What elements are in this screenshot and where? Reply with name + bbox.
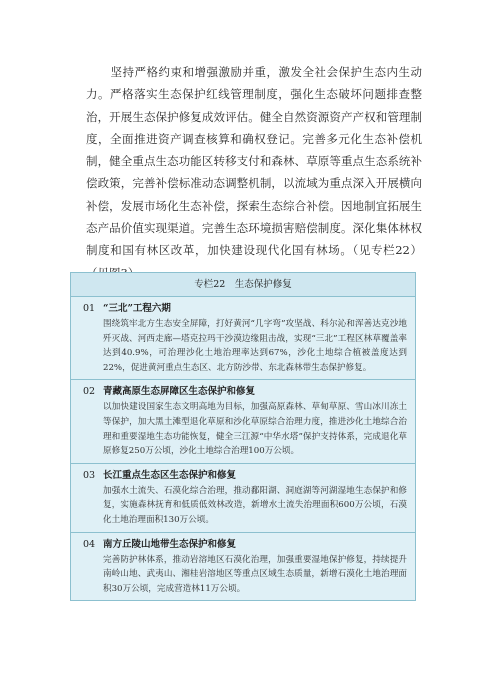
column-item [71, 533, 415, 601]
body-paragraph-text: 坚持严格约束和增强激励并重，激发全社会保护生态内生动力。严格落实生态保护红线管理制度，强化生态破坏问题排查整治，开展生态保护修复成效评估。健全自然资源资产产权和管理制度，全面推进资产调查核算和确权登记。完善多元化生态补偿机制，健全重点生态功能区转移支付和森林、草原等重点生态系统补偿政策，完善补偿标准动态调整机制，以流域为重点深入开展横向补偿，发展市场化生态补偿，探索生态综合补偿。因地制宜拓展生态产品价值实现渠道。完善生态环境损害赔偿制度。深化集体林权制度和国有林区改革，加快建设现代化国有林场。（见专栏22） [86, 65, 422, 258]
column-item-body: 以加快建设国家生态文明高地为目标，加强高原森林、草甸草原、雪山冰川冻土等保护，加大黑土滩型退化草原和沙化草原综合治理力度，推进沙化土地综合治理和重要湿地生态功能恢复，健全三江源“中华水塔”保护支持体系，完成退化草原修复250万公顷，沙化土地综合治理100万公顷。 [103, 402, 407, 457]
column-item-title: 南方丘陵山地带生态保护和修复 [103, 538, 237, 550]
column-item [71, 297, 415, 380]
column-item-number: 04 [83, 538, 96, 550]
column-item-body: 围绕筑牢北方生态安全屏障，打好黄河“几字弯”攻坚战、科尔沁和浑善达克沙地歼灭战、河西走廊—塔克拉玛干沙漠边缘阻击战，实现“三北”工程区林草覆盖率达到40.9%，可治理沙化土地治理率达到67%，沙化土地综合植被盖度达到22%，促进黄河重点生态区、北方防沙带、东北森林带生态保护修复。 [103, 319, 407, 373]
column-item-heading [83, 537, 407, 552]
column-item-number: 03 [83, 469, 96, 481]
column-item-title: 青藏高原生态屏障区生态保护和修复 [103, 386, 256, 398]
column-item [71, 464, 415, 533]
column-item [71, 380, 415, 463]
column-item-number: 02 [83, 386, 96, 398]
column-item-number: 01 [83, 303, 96, 314]
column-item-heading [83, 468, 407, 483]
column-box [70, 272, 416, 601]
column-item-title: 长江重点生态区生态保护和修复 [103, 469, 237, 481]
column-item-body: 加强水土流失、石漠化综合治理，推动鄱阳湖、洞庭湖等河湖湿地生态保护和修复，实施森林抚育和低质低效林改造，新增水土流失治理面积600万公顷，石漠化土地治理面积130万公顷。 [103, 485, 407, 525]
column-item-body: 完善防护林体系，推动岩溶地区石漠化治理，加强重要湿地保护修复，持续提升南岭山地、武夷山、湘桂岩溶地区等重点区域生态质量，新增石漠化土地治理面积30万公顷，完成营造林11万公顷。 [103, 554, 407, 594]
column-box-title: 专栏22 生态保护修复 [71, 273, 415, 297]
column-item-heading [83, 384, 407, 399]
column-item-title: “三北”工程六期 [103, 303, 171, 314]
body-paragraph [86, 61, 422, 284]
column-item-heading [83, 301, 407, 316]
